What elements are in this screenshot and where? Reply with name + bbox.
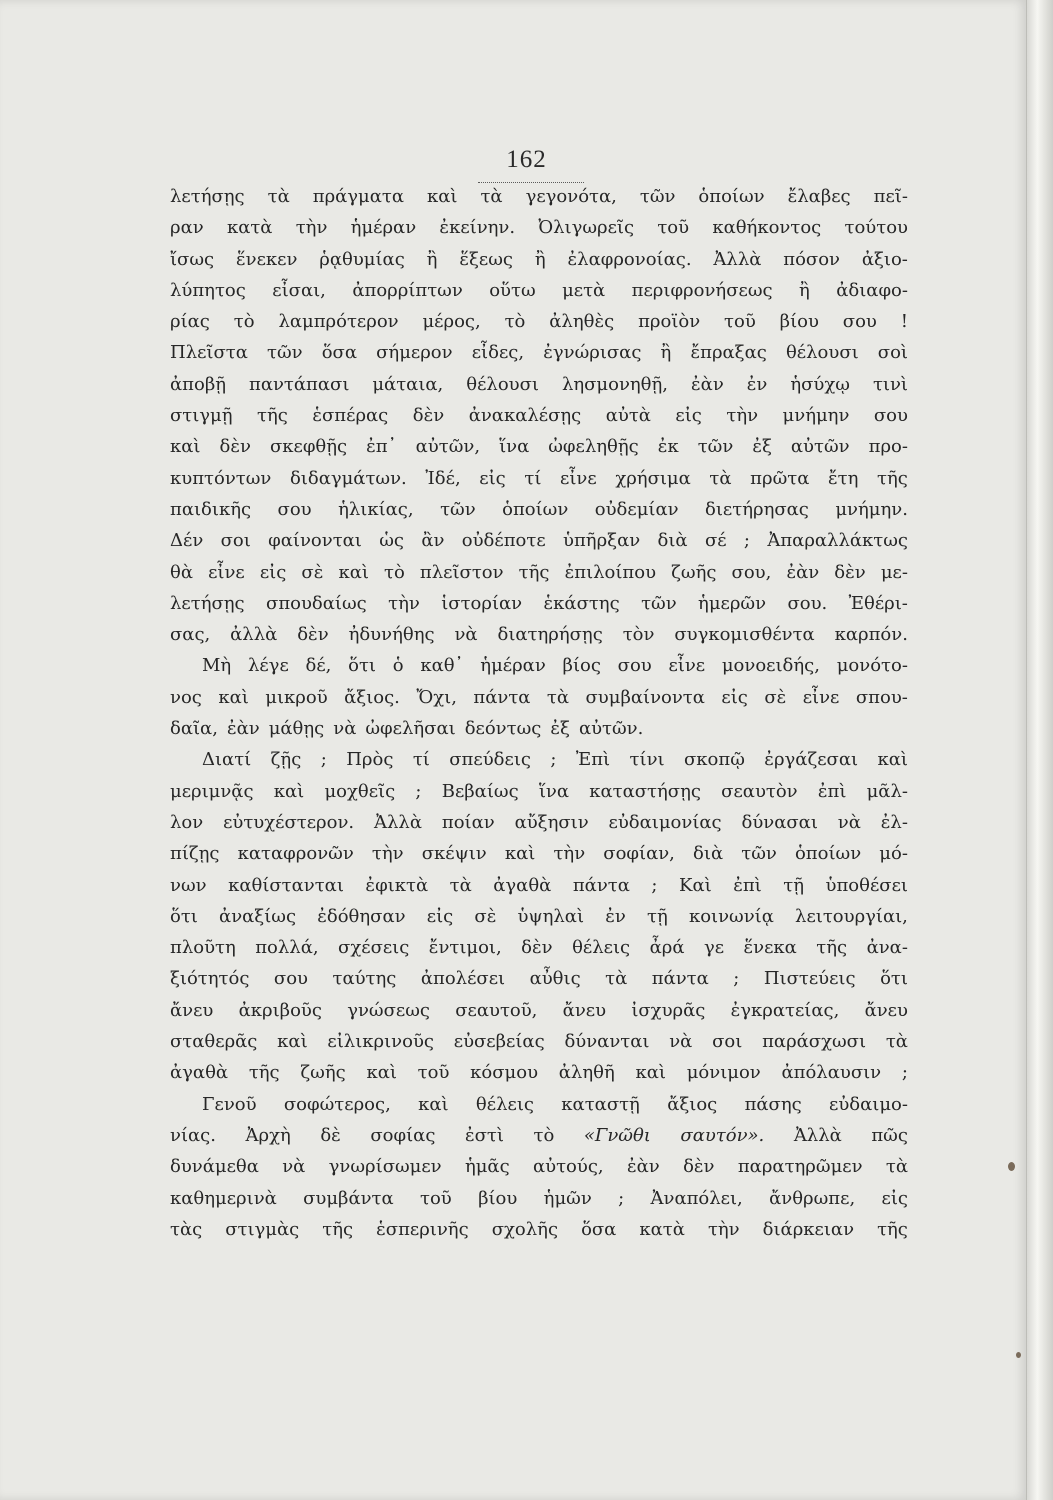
text-line: Πλεῖστα τῶν ὅσα σήμερον εἶδες, ἐγνώρισας ἢ ἔπραξας θέλουσι σοὶ: [170, 342, 908, 364]
text-line: ραν κατὰ τὴν ἡμέραν ἐκείνην. Ὀλιγωρεῖς τοῦ καθήκοντος τούτου: [170, 217, 908, 239]
text-line: ἀγαθὰ τῆς ζωῆς καὶ τοῦ κόσμου ἀληθῆ καὶ μόνιμον ἀπόλαυσιν ;: [170, 1062, 908, 1084]
text-line: λον εὐτυχέστερον. Ἀλλὰ ποίαν αὔξησιν εὐδαιμονίας δύνασαι νὰ ἐλ-: [170, 811, 908, 833]
text-line: Γενοῦ σοφώτερος, καὶ θέλεις καταστῇ ἄξιος πάσης εὐδαιμο-: [202, 1093, 908, 1115]
text-line: στιγμῇ τῆς ἑσπέρας δὲν ἀνακαλέσῃς αὐτὰ εἰς τὴν μνήμην σου: [170, 405, 908, 427]
text-line: καὶ δὲν σκεφθῇς ἐπ᾿ αὐτῶν, ἵνα ὠφεληθῇς ἐκ τῶν ἐξ αὐτῶν προ-: [170, 436, 908, 458]
text-line: σταθερᾶς καὶ εἰλικρινοῦς εὐσεβείας δύνανται νὰ σοι παράσχωσι τὰ: [170, 1031, 908, 1053]
text-line: Δέν σοι φαίνονται ὡς ἂν οὐδέποτε ὑπῆρξαν διὰ σέ ; Ἀπαραλλάκτως: [170, 530, 908, 552]
text-line: καθημερινὰ συμβάντα τοῦ βίου ἡμῶν ; Ἀναπόλει, ἄνθρωπε, εἰς: [170, 1187, 908, 1209]
text-line: ἀποβῇ παντάπασι μάταια, θέλουσι λησμονηθῇ, ἐὰν ἐν ἡσύχῳ τινὶ: [170, 373, 908, 395]
text-line: ἴσως ἕνεκεν ῥᾳθυμίας ἢ ἕξεως ἢ ἐλαφρονοίας. Ἀλλὰ πόσον ἀξιο-: [170, 248, 908, 270]
text-line: κυπτόντων διδαγμάτων. Ἰδέ, εἰς τί εἶνε χρήσιμα τὰ πρῶτα ἔτη τῆς: [170, 467, 908, 489]
text-line: ξιότητός σου ταύτης ἀπολέσει αὖθις τὰ πάντα ; Πιστεύεις ὅτι: [170, 968, 908, 990]
text-line: ὅτι ἀναξίως ἐδόθησαν εἰς σὲ ὑψηλαὶ ἐν τῇ κοινωνίᾳ λειτουργίαι,: [170, 905, 908, 927]
text-line: παιδικῆς σου ἡλικίας, τῶν ὁποίων οὐδεμίαν διετήρησας μνήμην.: [170, 498, 908, 520]
text-line: νος καὶ μικροῦ ἄξιος. Ὄχι, πάντα τὰ συμβαίνοντα εἰς σὲ εἶνε σπου-: [170, 686, 908, 708]
text-line: λύπητος εἶσαι, ἀπορρίπτων οὕτω μετὰ περιφρονήσεως ἢ ἀδιαφο-: [170, 279, 908, 301]
text-line: μεριμνᾷς καὶ μοχθεῖς ; Βεβαίως ἵνα καταστήσῃς σεαυτὸν ἐπὶ μᾶλ-: [170, 780, 908, 802]
text-line: ἄνευ ἀκριβοῦς γνώσεως σεαυτοῦ, ἄνευ ἰσχυρᾶς ἐγκρατείας, ἄνευ: [170, 999, 908, 1021]
text-line: πίζῃς καταφρονῶν τὴν σκέψιν καὶ τὴν σοφίαν, διὰ τῶν ὁποίων μό-: [170, 843, 908, 865]
text-line: λετήσῃς τὰ πράγματα καὶ τὰ γεγονότα, τῶν ὁποίων ἔλαβες πεῖ-: [170, 186, 908, 207]
paper-speck: [1008, 1162, 1015, 1171]
page-edge: [1026, 0, 1053, 1500]
text-line: δαῖα, ἐὰν μάθῃς νὰ ὠφελῆσαι δεόντως ἐξ αὐτῶν.: [170, 718, 644, 740]
page-number-rule: [478, 182, 584, 183]
text-line: νίας. Ἀρχὴ δὲ σοφίας ἐστὶ τὸ «Γνῶθι σαυτόν». Ἀλλὰ πῶς: [170, 1124, 908, 1146]
text-line: Μὴ λέγε δέ, ὅτι ὁ καθ᾿ ἡμέραν βίος σου εἶνε μονοειδής, μονότο-: [202, 655, 908, 677]
text-line: πλοῦτη πολλά, σχέσεις ἔντιμοι, δὲν θέλεις ἆρά γε ἕνεκα τῆς ἀνα-: [170, 937, 908, 959]
page-number: 162: [506, 146, 547, 173]
text-line: θὰ εἶνε εἰς σὲ καὶ τὸ πλεῖστον τῆς ἐπιλοίπου ζωῆς σου, ἐὰν δὲν με-: [170, 561, 908, 583]
body-text: [170, 186, 908, 1250]
text-line: Διατί ζῇς ; Πρὸς τί σπεύδεις ; Ἐπὶ τίνι σκοπῷ ἐργάζεσαι καὶ: [202, 749, 908, 771]
paper-speck: [1016, 1352, 1021, 1358]
text-line: δυνάμεθα νὰ γνωρίσωμεν ἡμᾶς αὐτούς, ἐὰν δὲν παρατηρῶμεν τὰ: [170, 1156, 908, 1178]
text-line: σας, ἀλλὰ δὲν ἠδυνήθης νὰ διατηρήσῃς τὸν συγκομισθέντα καρπόν.: [170, 624, 908, 646]
text-line: νων καθίστανται ἐφικτὰ τὰ ἀγαθὰ πάντα ; Καὶ ἐπὶ τῇ ὑποθέσει: [170, 874, 908, 896]
text-line: λετήσῃς σπουδαίως τὴν ἱστορίαν ἑκάστης τῶν ἡμερῶν σου. Ἐθέρι-: [170, 592, 908, 614]
text-line: τὰς στιγμὰς τῆς ἑσπερινῆς σχολῆς ὅσα κατὰ τὴν διάρκειαν τῆς: [170, 1218, 908, 1240]
text-line: ρίας τὸ λαμπρότερον μέρος, τὸ ἀληθὲς προϊὸν τοῦ βίου σου !: [170, 311, 908, 333]
